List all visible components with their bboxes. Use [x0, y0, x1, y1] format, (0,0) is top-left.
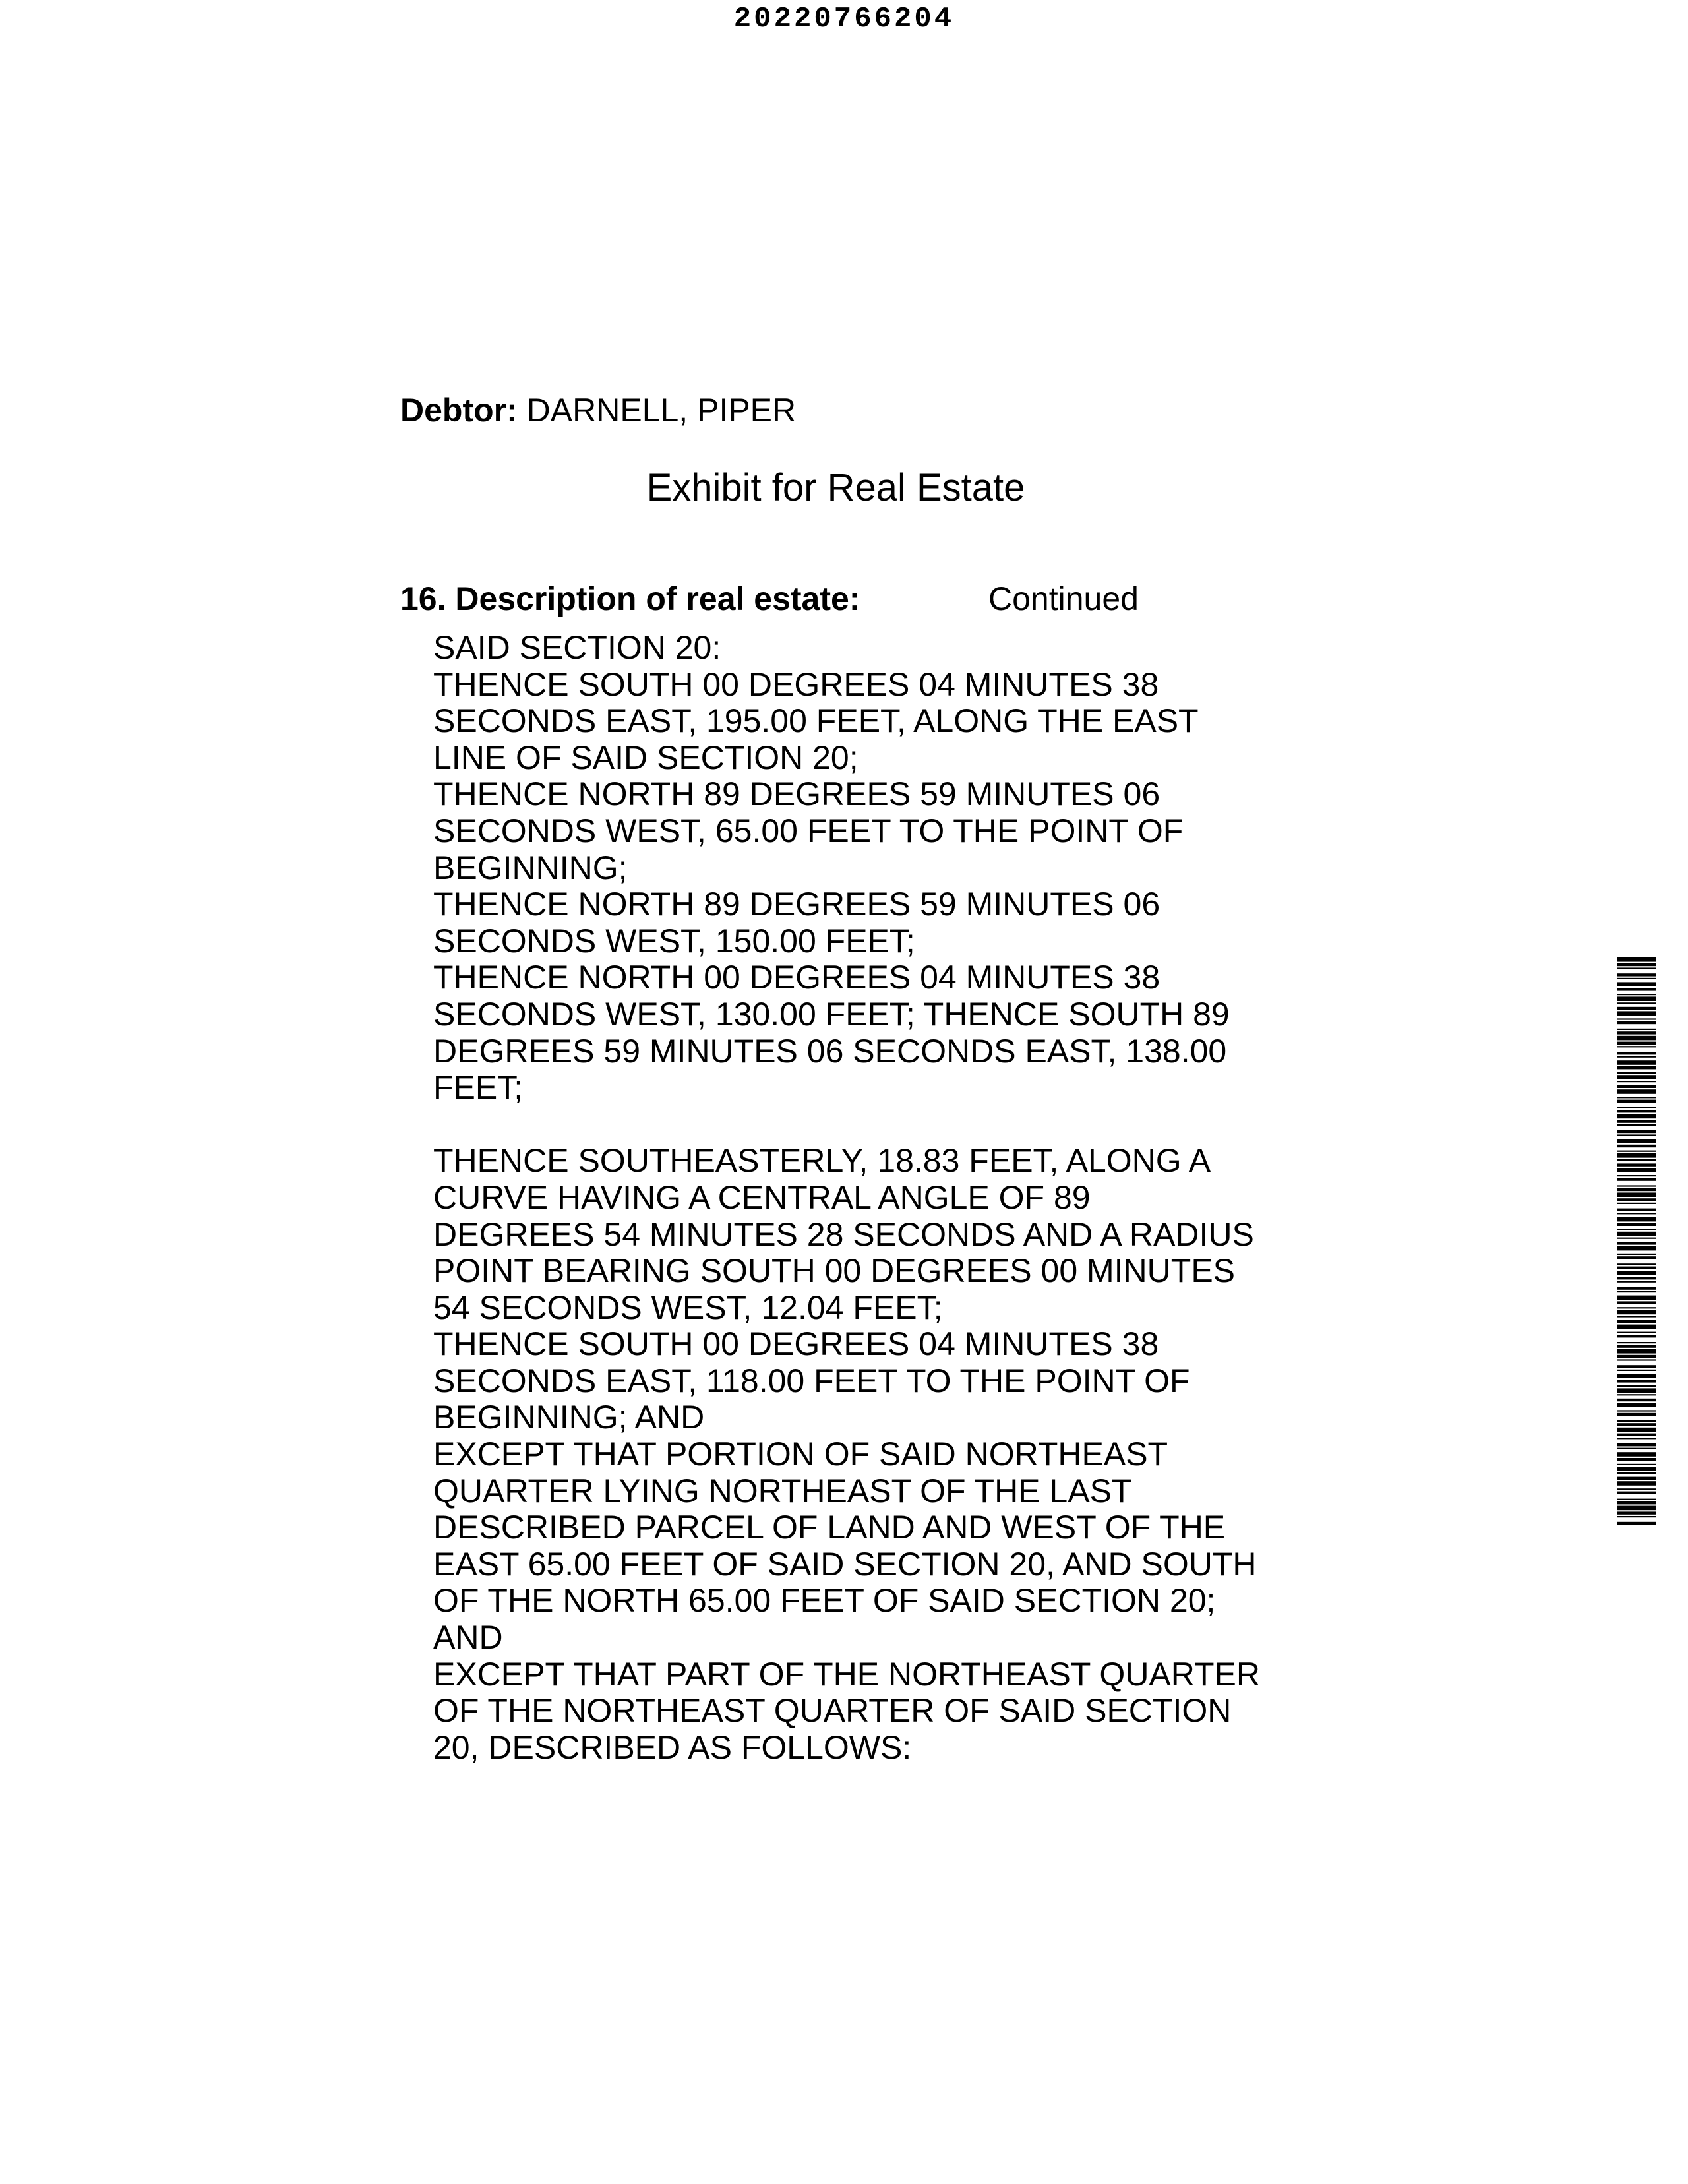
- legal-line: AND: [433, 1619, 503, 1656]
- barcode-bar: [1617, 1342, 1656, 1343]
- barcode-bar: [1617, 973, 1656, 976]
- debtor-line: [400, 390, 796, 430]
- barcode-bar: [1617, 1134, 1656, 1136]
- barcode-bar: [1617, 1511, 1656, 1514]
- barcode-bar: [1617, 1370, 1656, 1371]
- legal-line: THENCE NORTH 89 DEGREES 59 MINUTES 06: [433, 775, 1160, 813]
- barcode-bar: [1617, 1403, 1656, 1407]
- barcode-bar: [1617, 1488, 1656, 1490]
- barcode-bar: [1617, 1359, 1656, 1360]
- barcode-bar: [1617, 1188, 1656, 1191]
- legal-line: OF THE NORTHEAST QUARTER OF SAID SECTION: [433, 1692, 1232, 1730]
- barcode-bar: [1617, 1332, 1656, 1333]
- barcode-bar: [1617, 1052, 1656, 1054]
- barcode-bar: [1617, 1380, 1656, 1382]
- barcode-bar: [1617, 1031, 1656, 1034]
- barcode-bar: [1617, 994, 1656, 995]
- barcode-bar: [1617, 1325, 1656, 1329]
- barcode-bar: [1617, 1085, 1656, 1088]
- legal-line: THENCE NORTH 89 DEGREES 59 MINUTES 06: [433, 886, 1160, 923]
- legal-line: SECONDS WEST, 65.00 FEET TO THE POINT OF: [433, 812, 1184, 849]
- barcode-bar: [1617, 1464, 1656, 1465]
- barcode-bar: [1617, 1287, 1656, 1289]
- barcode-bar: [1617, 1277, 1656, 1279]
- barcode-bar: [1617, 1410, 1656, 1411]
- barcode-bar: [1617, 1159, 1656, 1161]
- barcode-bar: [1617, 1320, 1656, 1323]
- barcode-bar: [1617, 1178, 1656, 1180]
- barcode-bar: [1617, 1075, 1656, 1079]
- barcode-bar: [1617, 1443, 1656, 1446]
- barcode-bar: [1617, 1467, 1656, 1471]
- barcode-bar: [1617, 1029, 1656, 1030]
- barcode-bar: [1617, 1163, 1656, 1166]
- barcode-bar: [1617, 1153, 1656, 1158]
- barcode-bar: [1617, 1114, 1656, 1119]
- document-number: 20220766204: [733, 3, 955, 36]
- barcode-bar: [1617, 1448, 1656, 1449]
- barcode-bar: [1617, 1345, 1656, 1347]
- legal-line: EXCEPT THAT PORTION OF SAID NORTHEAST: [433, 1436, 1168, 1473]
- barcode-bar: [1617, 1036, 1656, 1041]
- barcode-bar: [1617, 1522, 1656, 1525]
- barcode-bar: [1617, 1502, 1656, 1504]
- debtor-name: DARNELL, PIPER: [526, 392, 797, 429]
- legal-line: EAST 65.00 FEET OF SAID SECTION 20, AND SOUTH: [433, 1545, 1257, 1583]
- barcode-bar: [1617, 1232, 1656, 1236]
- barcode-bar: [1617, 1097, 1656, 1098]
- barcode-bar: [1617, 1271, 1656, 1275]
- barcode-bar: [1617, 1254, 1656, 1255]
- barcode-bar: [1617, 1477, 1656, 1480]
- legal-line: OF THE NORTH 65.00 FEET OF SAID SECTION 20;: [433, 1582, 1216, 1620]
- legal-description: [433, 630, 1304, 1766]
- barcode-bar: [1617, 1349, 1656, 1354]
- legal-line: POINT BEARING SOUTH 00 DEGREES 00 MINUTES: [433, 1252, 1236, 1290]
- barcode-bar: [1617, 1060, 1656, 1065]
- legal-line: EXCEPT THAT PART OF THE NORTHEAST QUARTER: [433, 1655, 1260, 1693]
- barcode-bar: [1617, 1011, 1656, 1016]
- barcode-bar: [1617, 996, 1656, 1001]
- barcode-bar: [1617, 1042, 1656, 1045]
- legal-line: FEET;: [433, 1069, 524, 1107]
- barcode-bar: [1617, 1434, 1656, 1436]
- barcode-bar: [1617, 988, 1656, 990]
- barcode-bar: [1617, 1168, 1656, 1172]
- debtor-label: Debtor:: [400, 392, 518, 429]
- barcode-bar: [1617, 1110, 1656, 1112]
- barcode-bar: [1617, 1072, 1656, 1074]
- barcode-bar: [1617, 1516, 1656, 1517]
- barcode-bar: [1617, 1120, 1656, 1122]
- barcode-bar: [1617, 1242, 1656, 1244]
- section-heading: [400, 579, 1139, 619]
- barcode-bar: [1617, 1007, 1656, 1010]
- barcode-bar: [1617, 1374, 1656, 1378]
- legal-line: SECONDS WEST, 130.00 FEET; THENCE SOUTH 89: [433, 995, 1230, 1033]
- barcode-bar: [1617, 1046, 1656, 1047]
- section-status: Continued: [988, 580, 1139, 617]
- barcode-bar: [1617, 1296, 1656, 1300]
- barcode-bar: [1617, 1267, 1656, 1269]
- barcode-bar: [1617, 1203, 1656, 1204]
- barcode-bar: [1617, 1423, 1656, 1426]
- barcode-bar: [1617, 957, 1656, 962]
- barcode-bar: [1617, 1281, 1656, 1283]
- barcode-bar: [1617, 1394, 1656, 1395]
- barcode-bar: [1617, 1151, 1656, 1152]
- exhibit-title: Exhibit for Real Estate: [646, 466, 1025, 509]
- barcode-bar: [1617, 963, 1656, 966]
- barcode-bar: [1617, 1263, 1656, 1265]
- barcode-bar: [1617, 1139, 1656, 1143]
- legal-line: DEGREES 54 MINUTES 28 SECONDS AND A RADIUS: [433, 1215, 1254, 1253]
- barcode-bar: [1617, 1066, 1656, 1069]
- legal-line: SECONDS WEST, 150.00 FEET;: [433, 922, 915, 959]
- barcode-bar: [1617, 1246, 1656, 1251]
- legal-line: 20, DESCRIBED AS FOLLOWS:: [433, 1728, 912, 1766]
- barcode-bar: [1617, 1192, 1656, 1197]
- barcode-bar: [1617, 1310, 1656, 1315]
- barcode-bar: [1617, 1458, 1656, 1461]
- barcode-bar: [1617, 1018, 1656, 1019]
- barcode-bar: [1617, 1316, 1656, 1317]
- barcode-bar: [1617, 1217, 1656, 1222]
- barcode-bar: [1617, 1089, 1656, 1094]
- legal-line: THENCE SOUTH 00 DEGREES 04 MINUTES 38: [433, 1325, 1159, 1363]
- legal-line: THENCE SOUTHEASTERLY, 18.83 FEET, ALONG A: [433, 1142, 1211, 1180]
- barcode-bar: [1617, 1355, 1656, 1358]
- barcode-bar: [1617, 1452, 1656, 1457]
- barcode-bar: [1617, 978, 1656, 979]
- barcode-bar: [1617, 1438, 1656, 1439]
- barcode-bar: [1617, 1056, 1656, 1058]
- paragraph-gap: [433, 1107, 1304, 1143]
- barcode-bar: [1617, 1238, 1656, 1239]
- legal-line: CURVE HAVING A CENTRAL ANGLE OF 89: [433, 1178, 1091, 1216]
- section-label: 16. Description of real estate:: [400, 580, 860, 617]
- legal-line: QUARTER LYING NORTHEAST OF THE LAST: [433, 1472, 1132, 1509]
- barcode-bar: [1617, 1124, 1656, 1126]
- barcode-bar: [1617, 1185, 1656, 1186]
- legal-line: SECONDS EAST, 118.00 FEET TO THE POINT OF: [433, 1362, 1190, 1399]
- barcode-bar: [1617, 1365, 1656, 1368]
- barcode-bar: [1617, 1081, 1656, 1082]
- barcode-bar: [1617, 1420, 1656, 1422]
- barcode-bar: [1617, 1506, 1656, 1511]
- barcode-bar: [1617, 1002, 1656, 1004]
- legal-line: THENCE SOUTH 00 DEGREES 04 MINUTES 38: [433, 665, 1159, 703]
- barcode-bar: [1617, 1145, 1656, 1147]
- barcode-bar: [1617, 1492, 1656, 1494]
- legal-line: BEGINNING;: [433, 849, 628, 886]
- barcode-bar: [1617, 1107, 1656, 1108]
- legal-line: 54 SECONDS WEST, 12.04 FEET;: [433, 1289, 943, 1326]
- legal-line: BEGINNING; AND: [433, 1399, 705, 1436]
- legal-line: SAID SECTION 20:: [433, 629, 721, 666]
- barcode-bar: [1617, 1472, 1656, 1474]
- barcode-bar: [1617, 1021, 1656, 1024]
- barcode-bar: [1617, 1291, 1656, 1292]
- barcode-bar: [1617, 1213, 1656, 1214]
- barcode-bar: [1617, 1130, 1656, 1133]
- barcode-bar: [1617, 1301, 1656, 1304]
- barcode-bar: [1617, 1481, 1656, 1486]
- legal-line: THENCE NORTH 00 DEGREES 04 MINUTES 38: [433, 959, 1160, 996]
- barcode-bar: [1617, 1307, 1656, 1308]
- barcode-bar: [1617, 1223, 1656, 1226]
- legal-line: DESCRIBED PARCEL OF LAND AND WEST OF THE: [433, 1509, 1226, 1546]
- barcode-bar: [1617, 1388, 1656, 1393]
- barcode-bar: [1617, 982, 1656, 986]
- legal-line: DEGREES 59 MINUTES 06 SECONDS EAST, 138.00: [433, 1032, 1227, 1070]
- barcode-bar: [1617, 1335, 1656, 1337]
- barcode-bar: [1617, 967, 1656, 969]
- barcode-bar: [1617, 1413, 1656, 1416]
- barcode-bar: [1617, 1399, 1656, 1401]
- barcode-bar: [1617, 1175, 1656, 1176]
- barcode-bar: [1617, 1499, 1656, 1500]
- legal-line: LINE OF SAID SECTION 20;: [433, 739, 859, 776]
- barcode-bar: [1617, 1228, 1656, 1230]
- legal-line: SECONDS EAST, 195.00 FEET, ALONG THE EAST: [433, 702, 1199, 740]
- barcode-bar: [1617, 1256, 1656, 1259]
- barcode-bar: [1617, 1428, 1656, 1432]
- barcode-bar: [1617, 1385, 1656, 1387]
- barcode-bar: [1617, 1100, 1656, 1103]
- barcode-bar: [1617, 1198, 1656, 1201]
- barcode-icon: [1617, 957, 1656, 1525]
- barcode-bar: [1617, 1209, 1656, 1211]
